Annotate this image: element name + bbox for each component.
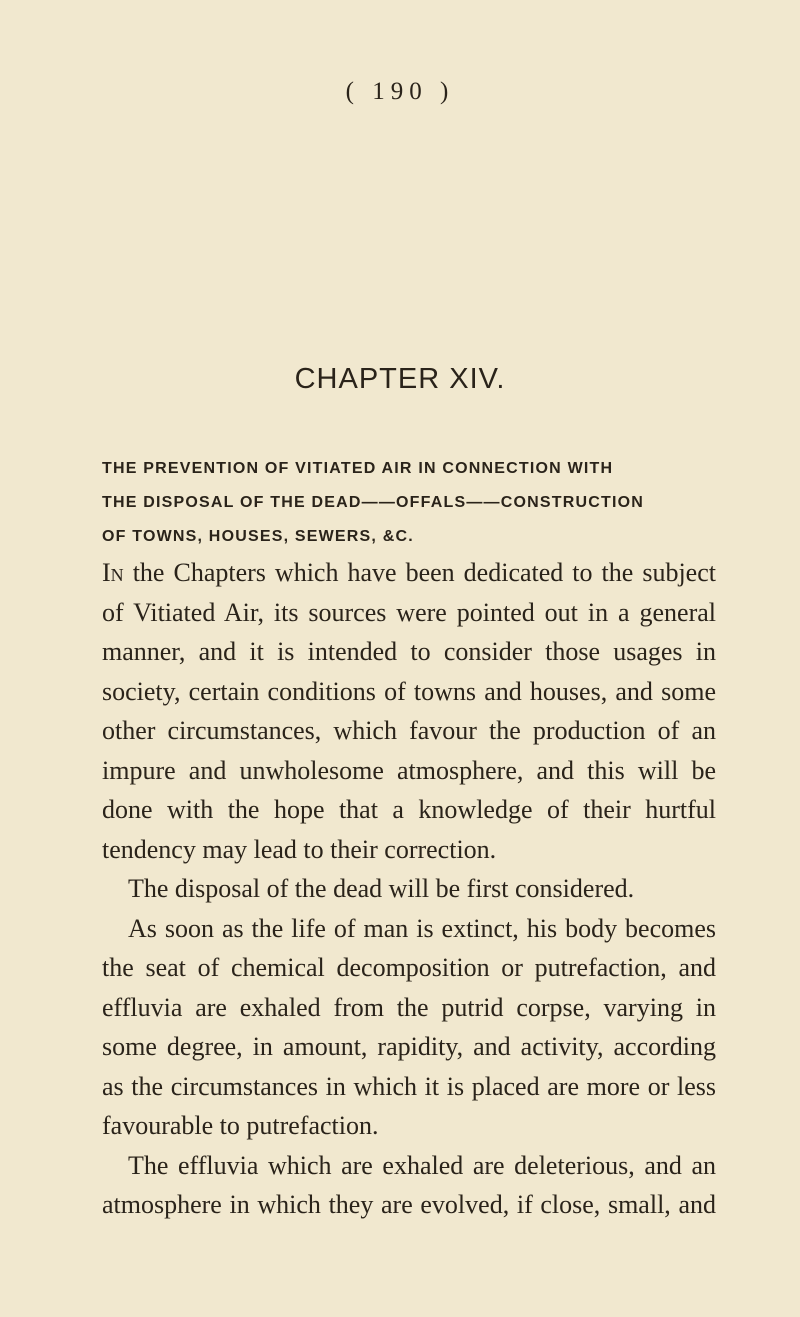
subtitle-line: OF TOWNS, HOUSES, SEWERS, &C.: [102, 528, 414, 545]
paragraph-lead: In: [102, 558, 124, 587]
chapter-title: CHAPTER XIV.: [294, 363, 506, 395]
paragraph: The disposal of the dead will be first considered.: [128, 874, 635, 903]
subtitle-line: THE PREVENTION OF VITIATED AIR IN CONNECTION WITH: [102, 460, 614, 477]
chapter-subtitle: [102, 452, 722, 554]
chapter-body: [102, 553, 716, 1225]
paragraph: As soon as the life of man is extinct, his body becomes the seat of chemical decomposition or putrefaction, and effluvia are exhaled from the putrid corpse, varying in some degree, in amount, rapidity, and activity, according as the circumstances in which it is placed are more or less favourable to putrefaction.: [102, 913, 716, 1140]
page-number: ( 190 ): [345, 78, 455, 105]
paragraph: The effluvia which are exhaled are deleterious, and an atmosphere in which they are evolved, if close, small, and: [102, 1150, 716, 1219]
paragraph: [102, 553, 716, 869]
subtitle-line: THE DISPOSAL OF THE DEAD——OFFALS——CONSTRUCTION: [102, 494, 645, 511]
paragraph-text: the Chapters which have been dedicated to the subject of Vitiated Air, its sources were pointed out in a general manner, and it is intended to consider those usages in society, certain conditions of towns and houses, and some other circumstances, which favour the production of an impure and unwholesome atmosphere, and this will be done with the hope that a knowledge of their hurtful tendency may lead to their correction.: [102, 558, 716, 864]
